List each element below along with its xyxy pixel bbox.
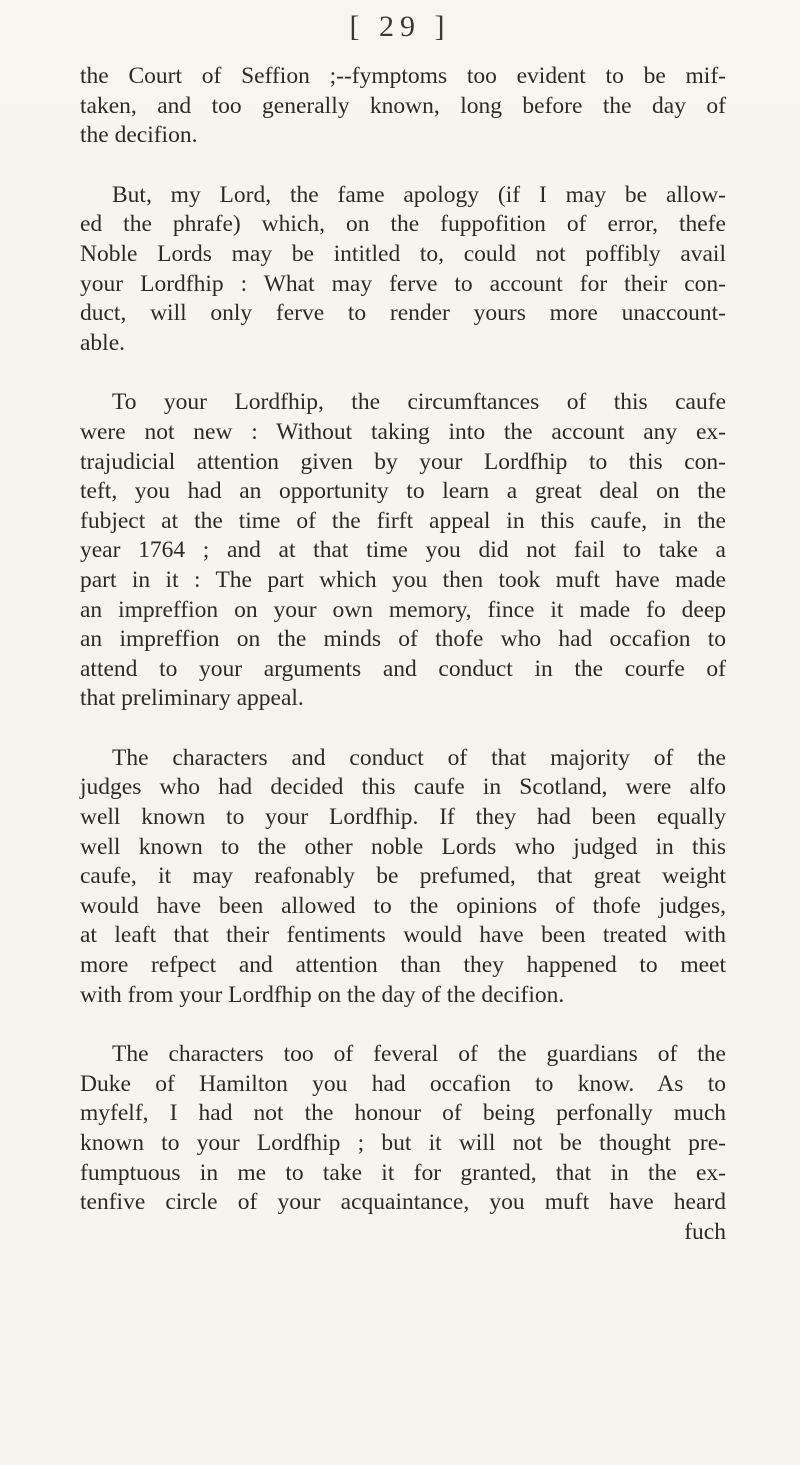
text-line: fumptuous in me to take it for granted, that in the ex- [80, 1159, 726, 1186]
text-line: trajudicial attention given by your Lordfhip to this con- [80, 448, 726, 475]
paragraph-gap [80, 1010, 726, 1040]
paragraph-3 [80, 388, 726, 714]
text-line: taken, and too generally known, long before the day of [80, 92, 726, 119]
text-line: year 1764 ; and at that time you did not fail to take a [80, 537, 726, 564]
text-line: an impreffion on your own memory, fince it made fo deep [80, 596, 726, 623]
paragraph-gap [80, 151, 726, 181]
text-line: more refpect and attention than they happened to meet [80, 952, 726, 979]
text-line: judges who had decided this caufe in Scotland, were alfo [80, 774, 726, 801]
text-line: part in it : The part which you then took muft have made [80, 566, 726, 593]
text-line: well known to your Lordfhip. If they had been equally [80, 804, 726, 831]
text-line: the Court of Seffion ;--fymptoms too evident to be mif- [80, 63, 726, 89]
text-line: ed the phrafe) which, on the fuppofition of error, thefe [80, 211, 726, 238]
text-line: tenfive circle of your acquaintance, you muft have heard [80, 1189, 726, 1216]
text-line: myfelf, I had not the honour of being perfonally much [80, 1100, 726, 1127]
text-line: caufe, it may reafonably be prefumed, that great weight [80, 863, 726, 890]
text-line: attend to your arguments and conduct in the courfe of [80, 655, 726, 682]
text-line: were not new : Without taking into the account any ex- [80, 418, 726, 445]
text-line: well known to the other noble Lords who judged in this [80, 833, 726, 860]
text-line: with from your Lordfhip on the day of the decifion. [80, 981, 565, 1008]
catchword: fuch [684, 1218, 726, 1245]
paragraph-1 [80, 62, 726, 151]
text-line: teft, you had an opportunity to learn a great deal on the [80, 478, 726, 505]
text-line: that preliminary appeal. [80, 685, 304, 712]
text-line: able. [80, 329, 126, 356]
text-line: an impreffion on the minds of thofe who had occafion to [80, 626, 726, 653]
text-line: But, my Lord, the fame apology (if I may be allow- [112, 181, 726, 208]
text-line: known to your Lordfhip ; but it will not be thought pre- [80, 1130, 726, 1156]
body-text [80, 62, 726, 1247]
page-number: [ 29 ] [349, 10, 451, 43]
paragraph-5 [80, 1040, 726, 1218]
paragraph-gap [80, 714, 726, 744]
text-line: would have been allowed to the opinions of thofe judges, [80, 892, 726, 919]
text-line: The characters too of feveral of the guardians of the [112, 1041, 726, 1068]
text-line: at leaft that their fentiments would have been treated with [80, 922, 726, 949]
text-line: To your Lordfhip, the circumftances of this caufe [112, 389, 726, 416]
text-line: the decifion. [80, 122, 198, 149]
paragraph-2 [80, 181, 726, 359]
text-line: duct, will only ferve to render yours more unaccount- [80, 300, 726, 327]
text-line: fubject at the time of the firft appeal in this caufe, in the [80, 507, 726, 534]
text-line: your Lordfhip : What may ferve to account for their con- [80, 270, 726, 297]
text-line: The characters and conduct of that majority of the [112, 744, 726, 771]
paragraph-4 [80, 744, 726, 1010]
text-line: Duke of Hamilton you had occafion to know. As to [80, 1070, 726, 1097]
paragraph-gap [80, 358, 726, 388]
text-line: Noble Lords may be intitled to, could not poffibly avail [80, 240, 726, 267]
